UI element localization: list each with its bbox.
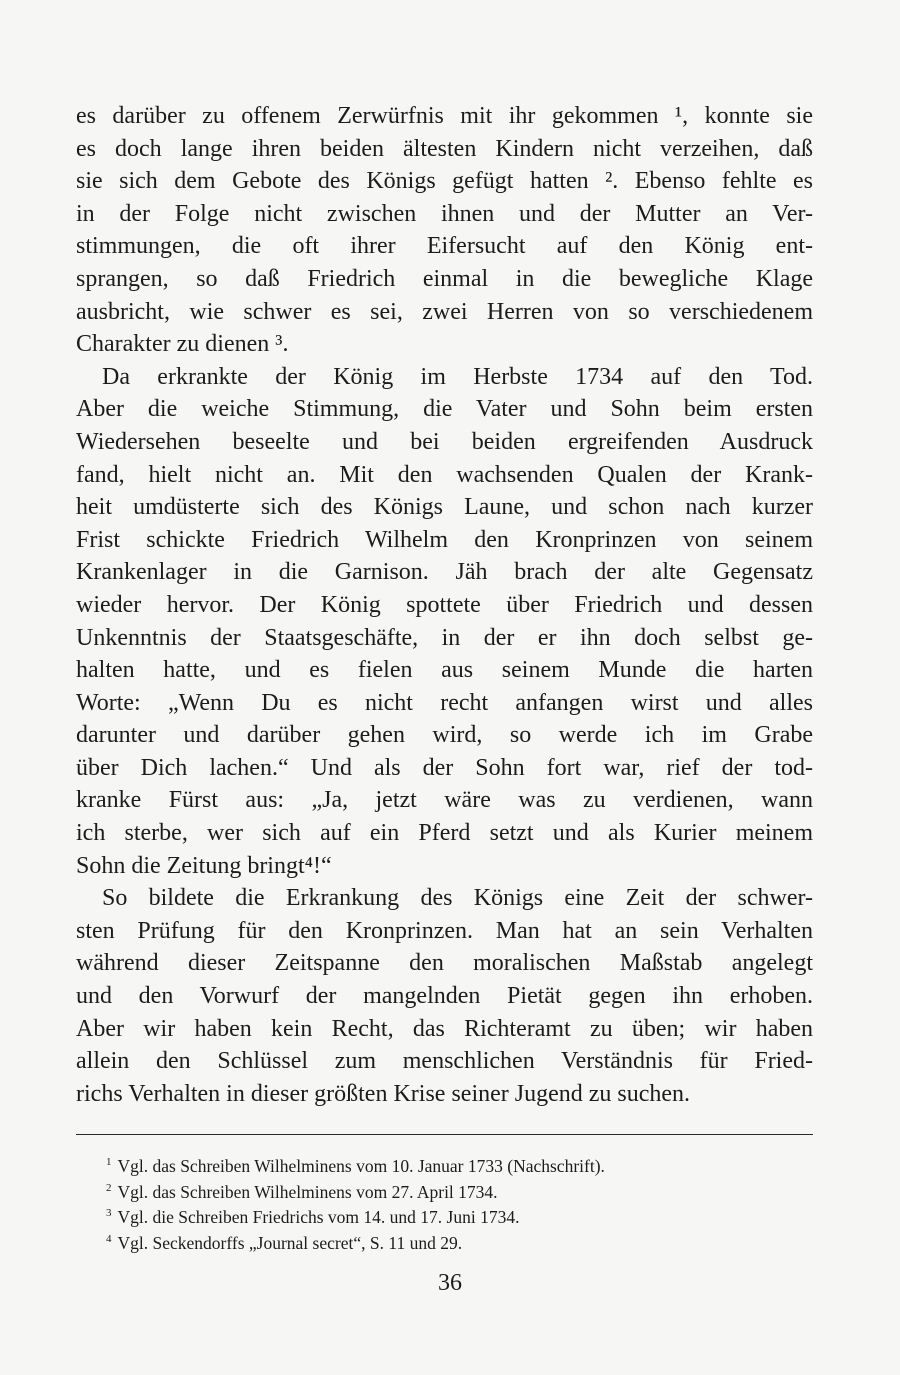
text-line: kranke Fürst aus: „Ja, jetzt wäre was zu verdienen, wann xyxy=(76,787,813,814)
text-line: sie sich dem Gebote des Königs gefügt hatten ². Ebenso fehlte es xyxy=(76,168,813,195)
text-line: ich sterbe, wer sich auf ein Pferd setzt und als Kurier meinem xyxy=(76,820,813,847)
text-line: stimmungen, die oft ihrer Eifersucht auf den König ent- xyxy=(76,233,813,260)
footnote-text: Vgl. die Schreiben Friedrichs vom 14. und 17. Juni 1734. xyxy=(117,1206,520,1227)
body-text xyxy=(76,100,813,1110)
footnote-divider xyxy=(76,1134,813,1135)
text-line: Worte: „Wenn Du es nicht recht anfangen wirst und alles xyxy=(76,689,813,716)
footnote-mark: 2 xyxy=(106,1181,112,1194)
text-line: sprangen, so daß Friedrich einmal in die bewegliche Klage xyxy=(76,265,813,292)
text-line: Sohn die Zeitung bringt⁴!“ xyxy=(76,852,332,879)
text-line: wieder hervor. Der König spottete über Friedrich und dessen xyxy=(76,591,813,618)
text-line: über Dich lachen.“ Und als der Sohn fort war, rief der tod- xyxy=(76,754,813,781)
footnote-mark: 4 xyxy=(106,1232,112,1245)
text-line: sten Prüfung für den Kronprinzen. Man hat an sein Verhalten xyxy=(76,917,813,944)
text-line: es darüber zu offenem Zerwürfnis mit ihr gekommen ¹, konnte sie xyxy=(76,103,813,129)
footnote-4 xyxy=(106,1227,813,1253)
text-line: Wiedersehen beseelte und bei beiden ergreifenden Ausdruck xyxy=(76,428,813,455)
footnote-text: Vgl. das Schreiben Wilhelminens vom 27. April 1734. xyxy=(117,1181,498,1202)
text-line: in der Folge nicht zwischen ihnen und der Mutter an Ver- xyxy=(76,200,813,227)
text-line: Aber die weiche Stimmung, die Vater und Sohn beim ersten xyxy=(76,396,813,423)
footnote-2 xyxy=(106,1176,813,1202)
text-line: allein den Schlüssel zum menschlichen Verständnis für Fried- xyxy=(76,1048,813,1075)
text-line: darunter und darüber gehen wird, so werde ich im Grabe xyxy=(76,722,813,749)
text-line: es doch lange ihren beiden ältesten Kindern nicht verzeihen, daß xyxy=(76,135,813,162)
text-line: Aber wir haben kein Recht, das Richteramt zu üben; wir haben xyxy=(76,1015,813,1042)
text-line: ausbricht, wie schwer es sei, zwei Herren von so verschiedenem xyxy=(76,298,813,325)
footnote-mark: 3 xyxy=(106,1207,112,1219)
text-line: Charakter zu dienen ³. xyxy=(76,331,289,358)
text-line: während dieser Zeitspanne den moralischen Maßstab angelegt xyxy=(76,950,813,977)
text-line: Krankenlager in die Garnison. Jäh brach der alte Gegensatz xyxy=(76,559,813,586)
text-line: halten hatte, und es fielen aus seinem Munde die harten xyxy=(76,657,813,684)
text-line: und den Vorwurf der mangelnden Pietät gegen ihn erhoben. xyxy=(76,983,813,1010)
footnote-text: Vgl. das Schreiben Wilhelminens vom 10. Januar 1733 (Nachschrift). xyxy=(117,1155,605,1176)
footnote-3 xyxy=(106,1201,813,1227)
text-line: heit umdüsterte sich des Königs Laune, und schon nach kurzer xyxy=(76,494,813,521)
text-line: Unkenntnis der Staatsgeschäfte, in der er ihn doch selbst ge- xyxy=(76,624,813,651)
text-line: Frist schickte Friedrich Wilhelm den Kronprinzen von seinem xyxy=(76,526,813,553)
footnotes xyxy=(106,1150,813,1252)
footnote-text: Vgl. Seckendorffs „Journal secret“, S. 11 und 29. xyxy=(117,1232,463,1253)
page-number: 36 xyxy=(438,1270,462,1296)
footnote-mark: 1 xyxy=(106,1156,112,1168)
footnote-1 xyxy=(106,1150,813,1176)
text-line: So bildete die Erkrankung des Königs eine Zeit der schwer- xyxy=(102,885,813,912)
text-line: fand, hielt nicht an. Mit den wachsenden Qualen der Krank- xyxy=(76,461,813,488)
text-line: richs Verhalten in dieser größten Krise seiner Jugend zu suchen. xyxy=(76,1080,691,1107)
text-line: Da erkrankte der König im Herbste 1734 auf den Tod. xyxy=(102,363,813,390)
